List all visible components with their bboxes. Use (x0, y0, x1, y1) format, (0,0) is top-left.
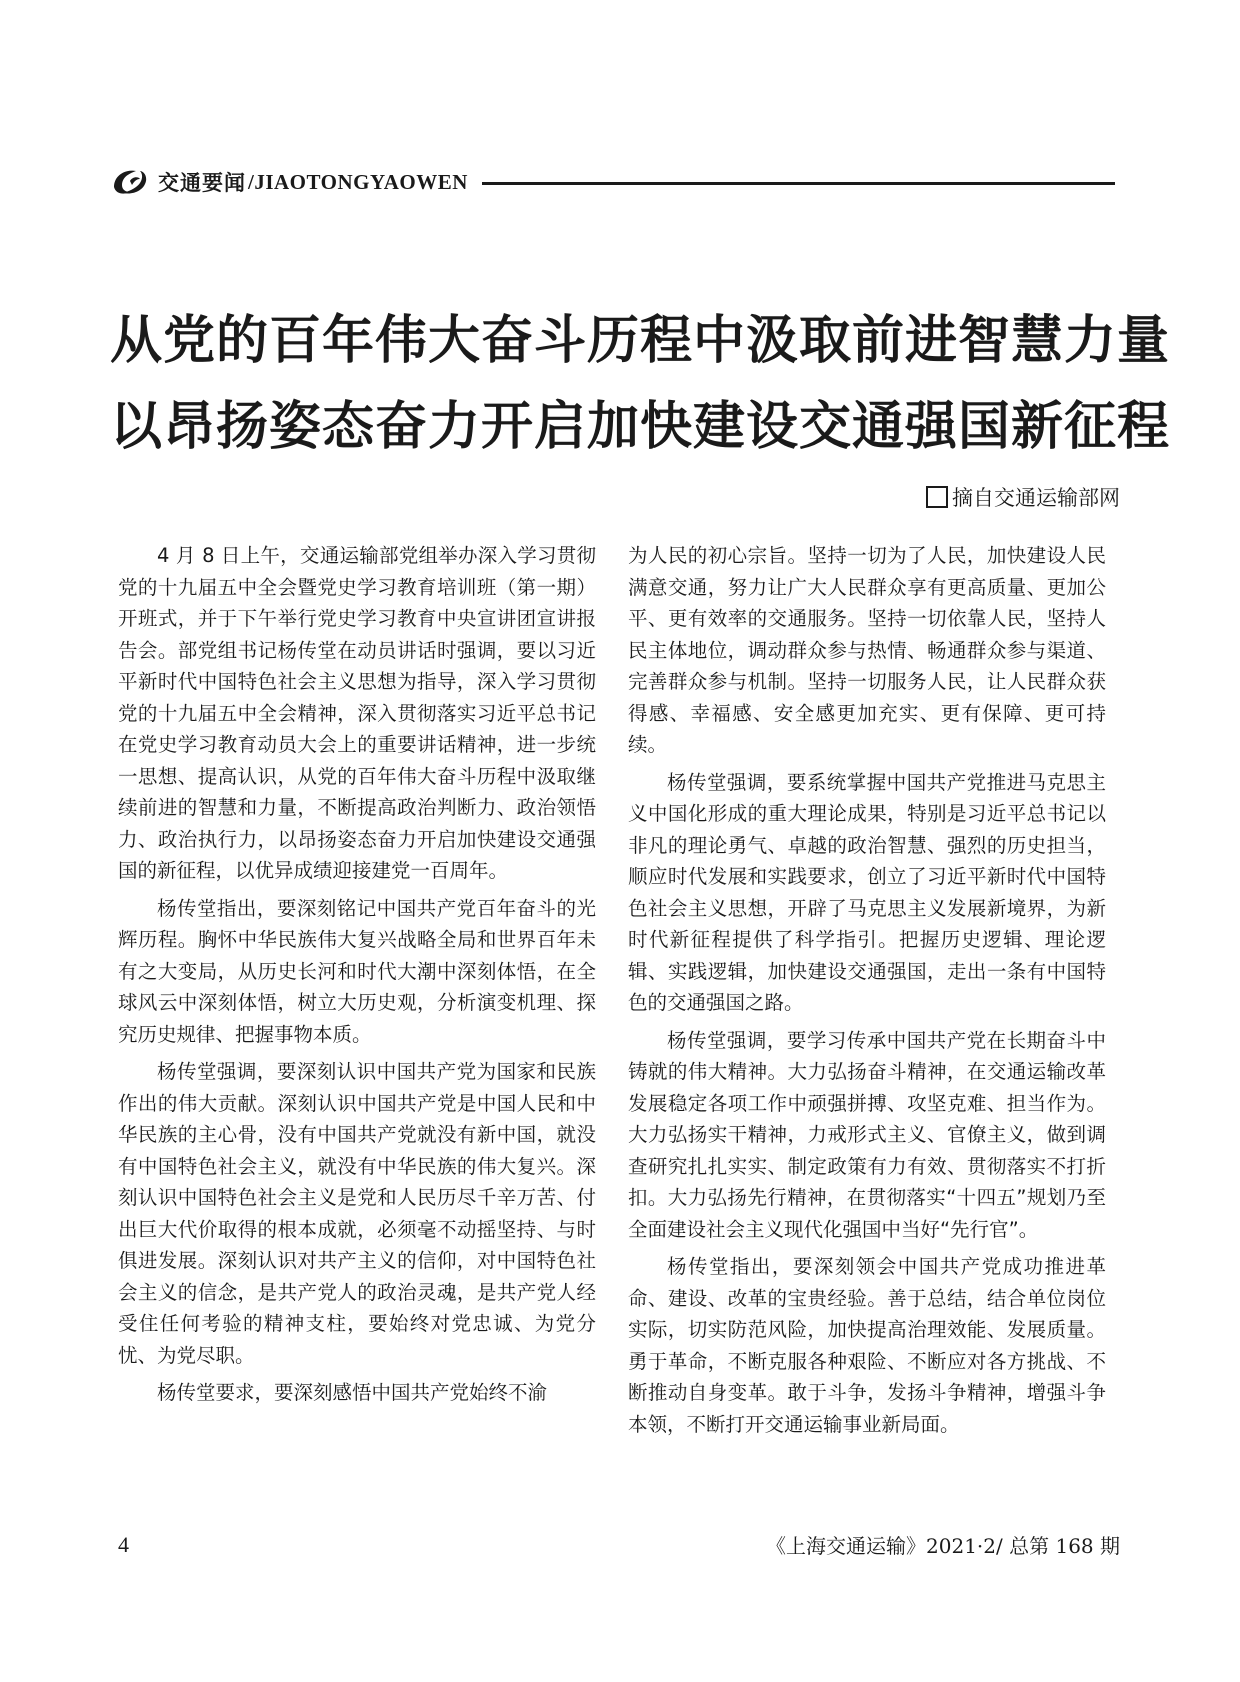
header-rule (482, 182, 1115, 185)
source-box-icon (926, 486, 948, 508)
section-title-english: /JIAOTONGYAOWEN (248, 169, 468, 194)
article-title (110, 298, 1171, 470)
paragraph-continued: 为人民的初心宗旨。坚持一切为了人民，加快建设人民满意交通，努力让广大人民群众享有更高质量、更加公平、更有效率的交通服务。坚持一切依靠人民，坚持人民主体地位，调动群众参与热情、畅通群众参与渠道、完善群众参与机制。坚持一切服务人民，让人民群众获得感、幸福感、安全感更加充实、更有保障、更可持续。 (628, 544, 1106, 756)
paragraph: 杨传堂指出，要深刻铭记中国共产党百年奋斗的光辉历程。胸怀中华民族伟大复兴战略全局和世界百年未有之大变局，从历史长河和时代大潮中深刻体悟，在全球风云中深刻体悟，树立大历史观，分析演变机理、探究历史规律、把握事物本质。 (118, 896, 596, 1046)
left-column (118, 540, 596, 1415)
page-number: 4 (118, 1532, 129, 1557)
paragraph: 杨传堂强调，要系统掌握中国共产党推进马克思主义中国化形成的重大理论成果，特别是习近平总书记以非凡的理论勇气、卓越的政治智慧、强烈的历史担当，顺应时代发展和实践要求，创立了习近平新时代中国特色社会主义思想，开辟了马克思主义发展新境界，为新时代新征程提供了科学指引。把握历史逻辑、理论逻辑、实践逻辑，加快建设交通强国，走出一条有中国特色的交通强国之路。 (628, 770, 1106, 1014)
article-source (926, 482, 1120, 512)
paragraph: 杨传堂强调，要学习传承中国共产党在长期奋斗中铸就的伟大精神。大力弘扬奋斗精神，在交通运输改革发展稳定各项工作中顽强拼搏、攻坚克难、担当作为。大力弘扬实干精神，力戒形式主义、官僚主义，做到调查研究扎扎实实、制定政策有力有效、贯彻落实不打折扣。大力弘扬先行精神，在贯彻落实“十四五”规划乃至全面建设社会主义现代化强国中当好“先行官”。 (628, 1028, 1106, 1241)
journal-info: 《上海交通运输》2021·2/ 总第 168 期 (766, 1534, 1120, 1558)
paragraph: 杨传堂指出，要深刻领会中国共产党成功推进革命、建设、改革的宝贵经验。善于总结，结合单位岗位实际，切实防范风险，加快提高治理效能、发展质量。勇于革命，不断克服各种艰险、不断应对各方挑战、不断推动自身变革。敢于斗争，发扬斗争精神，增强斗争本领，不断打开交通运输事业新局面。 (628, 1255, 1106, 1436)
right-column (628, 540, 1106, 1446)
section-header (110, 162, 1115, 202)
swirl-logo-icon (110, 165, 150, 199)
article-source-text: 摘自交通运输部网 (952, 486, 1120, 510)
article-title-line-2: 以昂扬姿态奋力开启加快建设交通强国新征程 (110, 397, 1171, 457)
paragraph: 杨传堂要求，要深刻感悟中国共产党始终不渝 (157, 1381, 548, 1404)
section-title: 交通要闻 (158, 171, 246, 195)
paragraph: 4 月 8 日上午，交通运输部党组举办深入学习贯彻党的十九届五中全会暨党史学习教育培训班（第一期）开班式，并于下午举行党史学习教育中央宣讲团宣讲报告会。部党组书记杨传堂在动员讲话时强调，要以习近平新时代中国特色社会主义思想为指导，深入学习贯彻党的十九届五中全会精神，深入贯彻落实习近平总书记在党史学习教育动员大会上的重要讲话精神，进一步统一思想、提高认识，从党的百年伟大奋斗历程中汲取继续前进的智慧和力量，不断提高政治判断力、政治领悟力、政治执行力，以昂扬姿态奋力开启加快建设交通强国的新征程，以优异成绩迎接建党一百周年。 (118, 544, 596, 882)
paragraph: 杨传堂强调，要深刻认识中国共产党为国家和民族作出的伟大贡献。深刻认识中国共产党是中国人民和中华民族的主心骨，没有中国共产党就没有新中国，就没有中国特色社会主义，就没有中华民族的伟大复兴。深刻认识中国特色社会主义是党和人民历尽千辛万苦、付出巨大代价取得的根本成就，必须毫不动摇坚持、与时俱进发展。深刻认识对共产主义的信仰，对中国特色社会主义的信念，是共产党人的政治灵魂，是共产党人经受住任何考验的精神支柱，要始终对党忠诚、为党分忧、为党尽职。 (118, 1060, 596, 1367)
article-title-line-1: 从党的百年伟大奋斗历程中汲取前进智慧力量 (110, 311, 1171, 371)
